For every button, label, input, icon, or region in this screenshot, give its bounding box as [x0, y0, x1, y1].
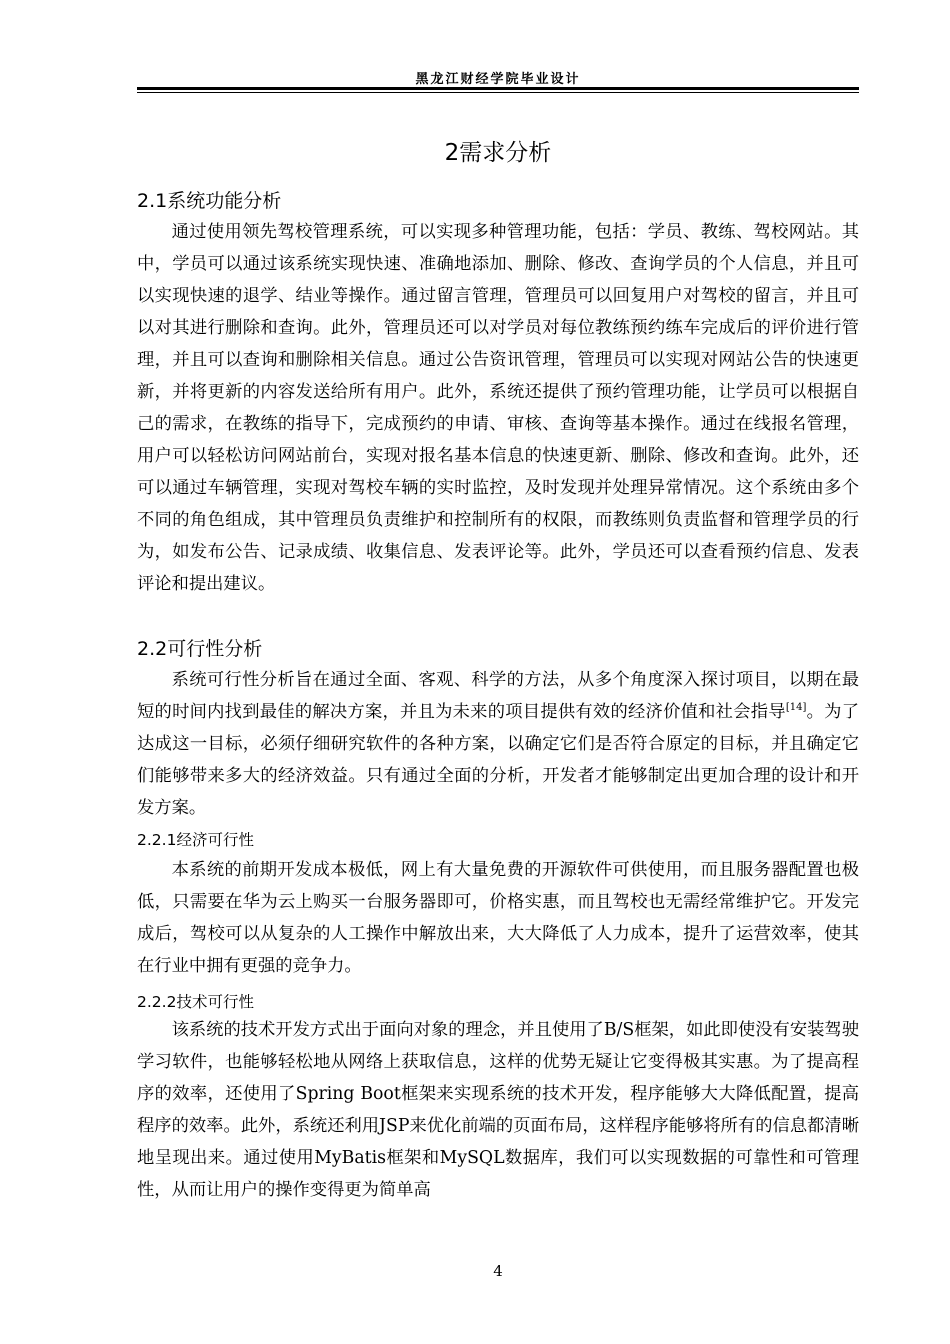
- section-2-2-text-part2: 。为了达成这一目标，必须仔细研究软件的各种方案，以确定它们是否符合原定的目标，并且确定它们能够带来多大的经济效益。只有通过全面的分析，开发者才能够制定出更加合理的设计和开发方案。: [137, 702, 859, 818]
- section-heading-2-2: 2.2可行性分析: [137, 638, 263, 660]
- subsection-heading-2-2-1: 2.2.1经济可行性: [137, 831, 254, 849]
- subsection-heading-2-2-2: 2.2.2技术可行性: [137, 993, 254, 1011]
- section-2-2-paragraph: [137, 664, 859, 824]
- page-header-title: 黑龙江财经学院毕业设计: [415, 72, 581, 87]
- citation-ref: [14]: [785, 702, 807, 714]
- header-rule-thick: [137, 87, 859, 90]
- chapter-title: 2需求分析: [444, 140, 552, 166]
- subsection-2-2-2-paragraph: 该系统的技术开发方式出于面向对象的理念，并且使用了B/S框架，如此即使没有安装驾驶学习软件，也能够轻松地从网络上获取信息，这样的优势无疑让它变得极其实惠。为了提高程序的效率，还使用了Spring Boot框架来实现系统的技术开发，程序能够大大降低配置，提高程序的效率。此外，系统还利用JSP来优化前端的页面布局，这样程序能够将所有的信息都清晰地呈现出来。通过使用MyBatis框架和MySQL数据库，我们可以实现数据的可靠性和可管理性，从而让用户的操作变得更为简单高: [137, 1020, 859, 1200]
- section-heading-2-1: 2.1系统功能分析: [137, 190, 282, 212]
- subsection-2-2-1-paragraph: 本系统的前期开发成本极低，网上有大量免费的开源软件可供使用，而且服务器配置也极低，只需要在华为云上购买一台服务器即可，价格实惠，而且驾校也无需经常维护它。开发完成后，驾校可以从复杂的人工操作中解放出来，大大降低了人力成本，提升了运营效率，使其在行业中拥有更强的竞争力。: [137, 860, 859, 976]
- page-number: 4: [493, 1262, 503, 1280]
- section-2-2-text-part1: 系统可行性分析旨在通过全面、客观、科学的方法，从多个角度深入探讨项目，以期在最短的时间内找到最佳的解决方案，并且为未来的项目提供有效的经济价值和社会指导: [137, 670, 859, 722]
- header-rule-thin: [137, 92, 859, 93]
- section-2-1-paragraph: 通过使用领先驾校管理系统，可以实现多种管理功能，包括：学员、教练、驾校网站。其中，学员可以通过该系统实现快速、准确地添加、删除、修改、查询学员的个人信息，并且可以实现快速的退学、结业等操作。通过留言管理，管理员可以回复用户对驾校的留言，并且可以对其进行删除和查询。此外，管理员还可以对学员对每位教练预约练车完成后的评价进行管理，并且可以查询和删除相关信息。通过公告资讯管理，管理员可以实现对网站公告的快速更新，并将更新的内容发送给所有用户。此外，系统还提供了预约管理功能，让学员可以根据自己的需求，在教练的指导下，完成预约的申请、审核、查询等基本操作。通过在线报名管理，用户可以轻松访问网站前台，实现对报名基本信息的快速更新、删除、修改和查询。此外，还可以通过车辆管理，实现对驾校车辆的实时监控，及时发现并处理异常情况。这个系统由多个不同的角色组成，其中管理员负责维护和控制所有的权限，而教练则负责监督和管理学员的行为，如发布公告、记录成绩、收集信息、发表评论等。此外，学员还可以查看预约信息、发表评论和提出建议。: [137, 222, 859, 594]
